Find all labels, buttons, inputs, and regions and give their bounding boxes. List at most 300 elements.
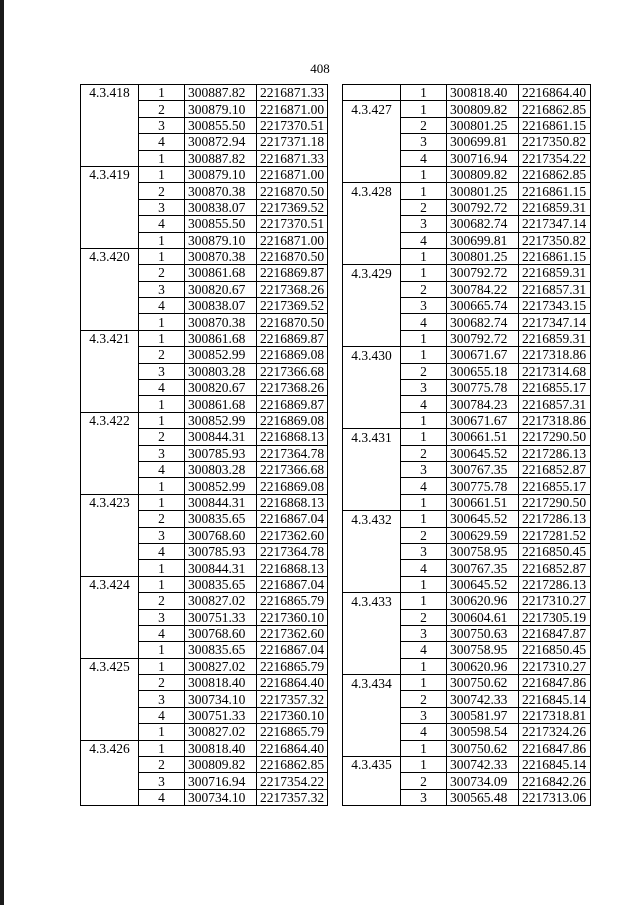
point-number-cell: 4 [139,298,185,314]
y-coordinate-cell: 2217366.68 [257,461,328,477]
section-cell [343,166,401,182]
section-cell [343,412,401,428]
x-coordinate-cell: 300809.82 [447,166,519,182]
section-cell [343,707,401,723]
point-number-cell: 1 [139,494,185,510]
table-row [81,166,328,182]
table-row [343,380,591,396]
point-number-cell: 1 [401,511,447,527]
table-row [343,412,591,428]
table-row [343,773,591,789]
point-number-cell: 4 [139,543,185,559]
table-row [81,314,328,330]
y-coordinate-cell: 2216847.86 [519,675,591,691]
y-coordinate-cell: 2216869.08 [257,347,328,363]
table-row [343,527,591,543]
x-coordinate-cell: 300827.02 [185,593,257,609]
table-row [81,281,328,297]
x-coordinate-cell: 300801.25 [447,183,519,199]
section-cell: 4.3.423 [81,494,139,510]
section-cell [343,609,401,625]
y-coordinate-cell: 2216859.31 [519,265,591,281]
section-cell [81,232,139,248]
section-cell [81,543,139,559]
point-number-cell: 2 [139,757,185,773]
y-coordinate-cell: 2217286.13 [519,445,591,461]
y-coordinate-cell: 2216870.50 [257,314,328,330]
x-coordinate-cell: 300682.74 [447,216,519,232]
point-number-cell: 4 [401,642,447,658]
table-row [343,724,591,740]
table-row [81,183,328,199]
x-coordinate-cell: 300699.81 [447,232,519,248]
table-row [343,150,591,166]
section-cell: 4.3.430 [343,347,401,363]
section-cell [81,675,139,691]
table-row [343,560,591,576]
y-coordinate-cell: 2217286.13 [519,511,591,527]
point-number-cell: 3 [401,707,447,723]
right-coordinate-table [342,84,591,806]
point-number-cell: 1 [401,675,447,691]
y-coordinate-cell: 2217366.68 [257,363,328,379]
table-row [81,216,328,232]
x-coordinate-cell: 300792.72 [447,265,519,281]
y-coordinate-cell: 2217369.52 [257,298,328,314]
point-number-cell: 2 [401,691,447,707]
point-number-cell: 3 [139,281,185,297]
y-coordinate-cell: 2217318.86 [519,412,591,428]
section-cell [81,429,139,445]
point-number-cell: 2 [401,363,447,379]
table-row [81,232,328,248]
x-coordinate-cell: 300803.28 [185,363,257,379]
table-row [81,117,328,133]
scan-edge [0,0,4,905]
table-row [343,658,591,674]
table-row [81,248,328,264]
x-coordinate-cell: 300645.52 [447,445,519,461]
y-coordinate-cell: 2216861.15 [519,248,591,264]
x-coordinate-cell: 300818.40 [185,740,257,756]
table-row [343,625,591,641]
point-number-cell: 4 [139,216,185,232]
x-coordinate-cell: 300870.38 [185,314,257,330]
y-coordinate-cell: 2217350.82 [519,232,591,248]
y-coordinate-cell: 2217305.19 [519,609,591,625]
x-coordinate-cell: 300750.62 [447,740,519,756]
point-number-cell: 1 [401,183,447,199]
section-cell [81,724,139,740]
y-coordinate-cell: 2216870.50 [257,248,328,264]
point-number-cell: 1 [139,478,185,494]
x-coordinate-cell: 300734.09 [447,773,519,789]
table-row [81,380,328,396]
section-cell [343,625,401,641]
y-coordinate-cell: 2217368.26 [257,380,328,396]
point-number-cell: 1 [139,724,185,740]
section-cell: 4.3.433 [343,593,401,609]
point-number-cell: 1 [139,150,185,166]
y-coordinate-cell: 2217357.32 [257,691,328,707]
x-coordinate-cell: 300809.82 [447,101,519,117]
section-cell [343,494,401,510]
x-coordinate-cell: 300820.67 [185,281,257,297]
point-number-cell: 2 [401,199,447,215]
x-coordinate-cell: 300887.82 [185,85,257,101]
table-row [343,216,591,232]
x-coordinate-cell: 300742.33 [447,757,519,773]
x-coordinate-cell: 300785.93 [185,445,257,461]
section-cell [81,642,139,658]
table-row [343,576,591,592]
section-cell [81,101,139,117]
table-row [343,265,591,281]
y-coordinate-cell: 2217324.26 [519,724,591,740]
point-number-cell: 1 [401,576,447,592]
section-cell: 4.3.428 [343,183,401,199]
y-coordinate-cell: 2217318.86 [519,347,591,363]
table-row [343,494,591,510]
x-coordinate-cell: 300784.22 [447,281,519,297]
point-number-cell: 2 [401,773,447,789]
section-cell [81,265,139,281]
point-number-cell: 3 [139,609,185,625]
x-coordinate-cell: 300734.10 [185,691,257,707]
table-row [81,265,328,281]
x-coordinate-cell: 300835.65 [185,576,257,592]
section-cell: 4.3.421 [81,330,139,346]
point-number-cell: 1 [139,330,185,346]
y-coordinate-cell: 2216864.40 [257,740,328,756]
y-coordinate-cell: 2216871.00 [257,232,328,248]
x-coordinate-cell: 300879.10 [185,101,257,117]
x-coordinate-cell: 300818.40 [447,85,519,101]
y-coordinate-cell: 2216865.79 [257,593,328,609]
x-coordinate-cell: 300751.33 [185,609,257,625]
section-cell: 4.3.434 [343,675,401,691]
table-row [81,576,328,592]
y-coordinate-cell: 2216869.87 [257,265,328,281]
point-number-cell: 1 [139,658,185,674]
point-number-cell: 1 [401,101,447,117]
section-cell [343,543,401,559]
x-coordinate-cell: 300661.51 [447,429,519,445]
x-coordinate-cell: 300879.10 [185,166,257,182]
table-row [343,461,591,477]
y-coordinate-cell: 2216852.87 [519,560,591,576]
table-row [81,543,328,559]
section-cell [81,757,139,773]
point-number-cell: 1 [401,330,447,346]
point-number-cell: 3 [401,380,447,396]
point-number-cell: 1 [139,576,185,592]
y-coordinate-cell: 2217347.14 [519,314,591,330]
table-row [343,248,591,264]
x-coordinate-cell: 300827.02 [185,658,257,674]
right-table-body [343,85,591,806]
table-row [343,396,591,412]
point-number-cell: 3 [401,543,447,559]
section-cell: 4.3.420 [81,248,139,264]
point-number-cell: 1 [139,314,185,330]
table-row [343,707,591,723]
section-cell [81,396,139,412]
section-cell [343,724,401,740]
point-number-cell: 1 [139,412,185,428]
point-number-cell: 4 [401,150,447,166]
y-coordinate-cell: 2216867.04 [257,576,328,592]
point-number-cell: 2 [139,593,185,609]
table-row [81,85,328,101]
y-coordinate-cell: 2216861.15 [519,183,591,199]
x-coordinate-cell: 300758.95 [447,642,519,658]
x-coordinate-cell: 300818.40 [185,675,257,691]
section-cell [343,642,401,658]
point-number-cell: 4 [139,789,185,805]
section-cell: 4.3.435 [343,757,401,773]
table-row [343,543,591,559]
table-row [81,773,328,789]
table-row [343,298,591,314]
section-cell [81,609,139,625]
point-number-cell: 2 [139,183,185,199]
table-row [81,789,328,805]
table-row [81,298,328,314]
section-cell [343,527,401,543]
y-coordinate-cell: 2217371.18 [257,134,328,150]
x-coordinate-cell: 300629.59 [447,527,519,543]
y-coordinate-cell: 2216867.04 [257,642,328,658]
x-coordinate-cell: 300581.97 [447,707,519,723]
section-cell [343,216,401,232]
y-coordinate-cell: 2216850.45 [519,642,591,658]
y-coordinate-cell: 2216842.26 [519,773,591,789]
section-cell [81,625,139,641]
table-row [343,609,591,625]
section-cell [343,117,401,133]
section-cell [343,248,401,264]
table-row [343,363,591,379]
y-coordinate-cell: 2217290.50 [519,494,591,510]
section-cell [343,199,401,215]
point-number-cell: 1 [139,396,185,412]
y-coordinate-cell: 2216871.00 [257,101,328,117]
section-cell [81,478,139,494]
point-number-cell: 1 [139,740,185,756]
section-cell [81,298,139,314]
table-row [343,789,591,805]
table-row [81,461,328,477]
table-row [343,117,591,133]
table-row [343,85,591,101]
y-coordinate-cell: 2216855.17 [519,478,591,494]
y-coordinate-cell: 2217369.52 [257,199,328,215]
y-coordinate-cell: 2217347.14 [519,216,591,232]
x-coordinate-cell: 300855.50 [185,216,257,232]
section-cell [343,560,401,576]
x-coordinate-cell: 300645.52 [447,511,519,527]
point-number-cell: 2 [401,445,447,461]
y-coordinate-cell: 2216847.86 [519,740,591,756]
x-coordinate-cell: 300792.72 [447,330,519,346]
section-cell [81,707,139,723]
section-cell [343,478,401,494]
y-coordinate-cell: 2217362.60 [257,527,328,543]
table-row [343,429,591,445]
table-row [343,675,591,691]
point-number-cell: 1 [401,494,447,510]
table-row [81,429,328,445]
y-coordinate-cell: 2216871.33 [257,85,328,101]
table-row [81,707,328,723]
point-number-cell: 2 [139,265,185,281]
section-cell: 4.3.432 [343,511,401,527]
x-coordinate-cell: 300870.38 [185,248,257,264]
table-row [343,642,591,658]
section-cell [81,773,139,789]
table-row [81,150,328,166]
x-coordinate-cell: 300750.63 [447,625,519,641]
y-coordinate-cell: 2216857.31 [519,396,591,412]
table-row [343,134,591,150]
x-coordinate-cell: 300661.51 [447,494,519,510]
point-number-cell: 1 [401,412,447,428]
x-coordinate-cell: 300887.82 [185,150,257,166]
point-number-cell: 4 [139,380,185,396]
table-row [343,757,591,773]
x-coordinate-cell: 300768.60 [185,527,257,543]
table-row [81,412,328,428]
x-coordinate-cell: 300620.96 [447,658,519,674]
y-coordinate-cell: 2216859.31 [519,199,591,215]
y-coordinate-cell: 2217314.68 [519,363,591,379]
y-coordinate-cell: 2216868.13 [257,429,328,445]
table-row [81,363,328,379]
y-coordinate-cell: 2217364.78 [257,445,328,461]
table-row [343,330,591,346]
point-number-cell: 1 [139,166,185,182]
y-coordinate-cell: 2217370.51 [257,216,328,232]
table-row [81,396,328,412]
y-coordinate-cell: 2217368.26 [257,281,328,297]
y-coordinate-cell: 2216868.13 [257,494,328,510]
x-coordinate-cell: 300809.82 [185,757,257,773]
x-coordinate-cell: 300838.07 [185,298,257,314]
section-cell: 4.3.425 [81,658,139,674]
y-coordinate-cell: 2217362.60 [257,625,328,641]
y-coordinate-cell: 2216871.33 [257,150,328,166]
section-cell [81,134,139,150]
section-cell [81,363,139,379]
x-coordinate-cell: 300620.96 [447,593,519,609]
table-row [81,527,328,543]
x-coordinate-cell: 300645.52 [447,576,519,592]
point-number-cell: 1 [139,560,185,576]
table-row [81,691,328,707]
table-row [343,511,591,527]
table-row [81,740,328,756]
table-row [343,183,591,199]
x-coordinate-cell: 300671.67 [447,412,519,428]
table-row [81,724,328,740]
section-cell [81,183,139,199]
table-row [343,314,591,330]
table-row [343,445,591,461]
point-number-cell: 3 [401,625,447,641]
section-cell [343,445,401,461]
section-cell [81,527,139,543]
x-coordinate-cell: 300750.62 [447,675,519,691]
point-number-cell: 1 [401,429,447,445]
x-coordinate-cell: 300665.74 [447,298,519,314]
table-row [81,675,328,691]
x-coordinate-cell: 300565.48 [447,789,519,805]
section-cell: 4.3.422 [81,412,139,428]
point-number-cell: 4 [401,478,447,494]
x-coordinate-cell: 300861.68 [185,265,257,281]
x-coordinate-cell: 300820.67 [185,380,257,396]
point-number-cell: 2 [401,527,447,543]
section-cell [343,461,401,477]
table-row [343,232,591,248]
x-coordinate-cell: 300716.94 [447,150,519,166]
section-cell [81,380,139,396]
table-row [81,101,328,117]
point-number-cell: 1 [401,166,447,182]
section-cell [81,691,139,707]
point-number-cell: 4 [401,232,447,248]
point-number-cell: 3 [401,461,447,477]
x-coordinate-cell: 300767.35 [447,560,519,576]
x-coordinate-cell: 300742.33 [447,691,519,707]
table-row [343,478,591,494]
y-coordinate-cell: 2217357.32 [257,789,328,805]
point-number-cell: 3 [139,773,185,789]
table-row [81,658,328,674]
x-coordinate-cell: 300758.95 [447,543,519,559]
x-coordinate-cell: 300785.93 [185,543,257,559]
y-coordinate-cell: 2216845.14 [519,757,591,773]
table-row [343,691,591,707]
point-number-cell: 1 [401,85,447,101]
section-cell [81,216,139,232]
x-coordinate-cell: 300861.68 [185,330,257,346]
y-coordinate-cell: 2217318.81 [519,707,591,723]
x-coordinate-cell: 300699.81 [447,134,519,150]
y-coordinate-cell: 2217310.27 [519,658,591,674]
x-coordinate-cell: 300835.65 [185,642,257,658]
y-coordinate-cell: 2217354.22 [257,773,328,789]
table-row [81,445,328,461]
table-row [81,625,328,641]
point-number-cell: 2 [139,347,185,363]
point-number-cell: 4 [401,396,447,412]
section-cell [81,560,139,576]
left-coordinate-table [80,84,328,806]
x-coordinate-cell: 300827.02 [185,724,257,740]
point-number-cell: 2 [401,281,447,297]
x-coordinate-cell: 300801.25 [447,248,519,264]
y-coordinate-cell: 2217343.15 [519,298,591,314]
section-cell [81,593,139,609]
y-coordinate-cell: 2216855.17 [519,380,591,396]
section-cell [81,445,139,461]
section-cell [343,363,401,379]
x-coordinate-cell: 300803.28 [185,461,257,477]
section-cell: 4.3.431 [343,429,401,445]
y-coordinate-cell: 2216865.79 [257,658,328,674]
